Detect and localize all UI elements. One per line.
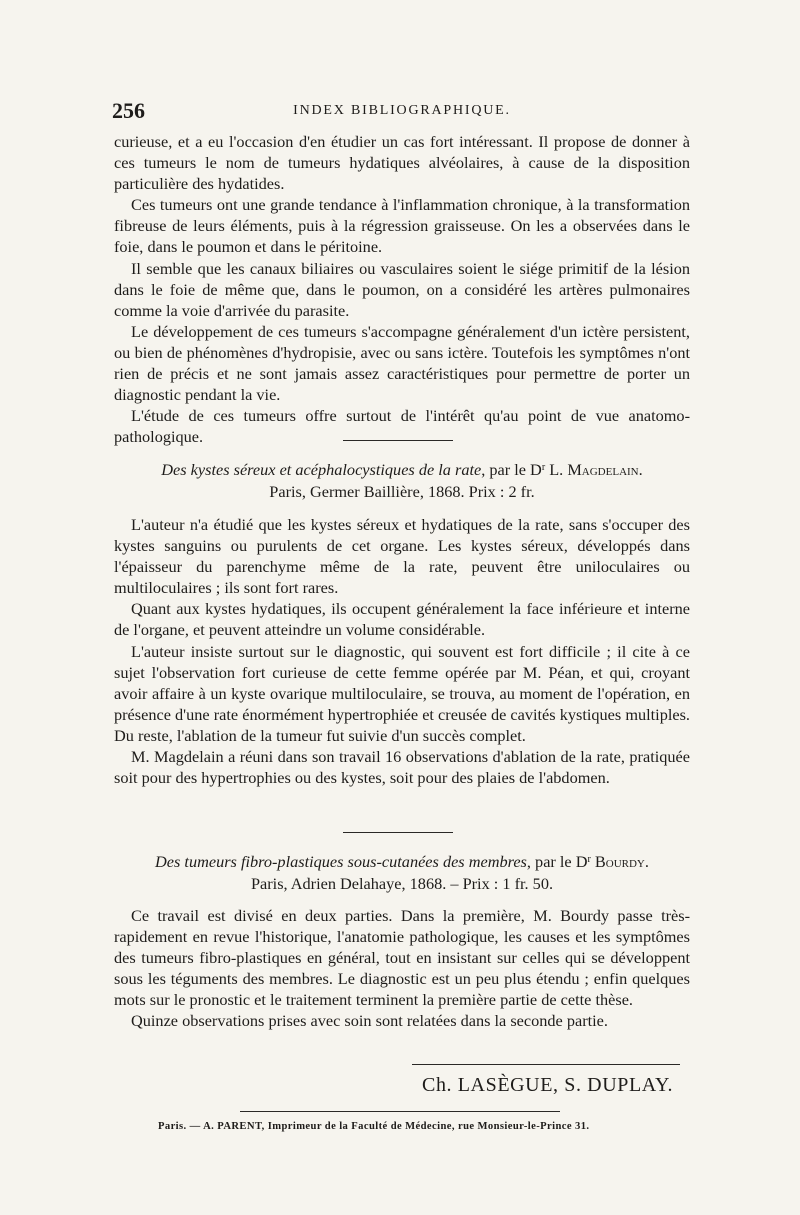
paragraph: Il semble que les canaux biliaires ou vasculaires soient le siége primitif de la lésion dans le foie de même que, dans le poumon, on a considéré les artères pulmonaires comme la voie d'arrivée du parasite.: [114, 258, 690, 320]
paragraph: M. Magdelain a réuni dans son travail 16 observations d'ablation de la rate, pratiquée soit pour des hypertrophies ou des kystes, soit pour des plaies de l'abdomen.: [114, 747, 690, 788]
review1-title: Des kystes séreux et acéphalocystiques de la rate: [161, 460, 482, 479]
paragraph: Quant aux kystes hydatiques, ils occupent généralement la face inférieure et interne de l'organe, et peuvent atteindre un volume considérable.: [114, 599, 690, 640]
review2-publication: Paris, Adrien Delahaye, 1868. – Prix : 1 fr. 50.: [250, 874, 554, 893]
paragraph: Ce travail est divisé en deux parties. Dans la première, M. Bourdy passe très-rapidement en revue l'historique, l'anatomie pathologique, les causes et les symptômes des tumeurs fibro-plastiques en général, tout en insistant sur celles qui se développent sous les téguments des membres. Le diagnostic est un peu plus étendu ; enfin quelques mots sur le pronostic et le traitement terminent la première partie de cette thèse.: [114, 906, 690, 1010]
signature: Ch. LASÈGUE, S. DUPLAY.: [422, 1074, 674, 1096]
section-divider: [343, 832, 453, 833]
review2-by: , par le D: [526, 852, 588, 871]
review2-author: Bourdy.: [594, 852, 649, 871]
paragraph: curieuse, et a eu l'occasion d'en étudier un cas fort intéressant. Il propose de donner à ces tumeurs le nom de tumeurs hydatiques alvéolaires, à cause de la disposition particulière des hydatides.: [114, 132, 690, 194]
review2-body: [114, 905, 690, 1032]
running-title: INDEX BIBLIOGRAPHIQUE.: [293, 103, 511, 118]
section-divider: [343, 440, 453, 441]
imprint-rule: [240, 1111, 560, 1112]
page-header: [112, 98, 692, 124]
paragraph: Ces tumeurs ont une grande tendance à l'inflammation chronique, à la transformation fibreuse de leurs éléments, puis à la régression graisseuse. On les a observées dans le foie, dans le poumon et dans le péritoine.: [114, 195, 690, 257]
section1-body: [114, 131, 690, 447]
paragraph: Le développement de ces tumeurs s'accompagne généralement d'un ictère persistent, ou bien de phénomènes d'hydropisie, avec ou sans ictère. Toutefois les symptômes n'ont rien de précis et ne sont jamais assez caractéristiques pour permettre de porter un diagnostic pendant la vie.: [114, 321, 690, 405]
paragraph: L'auteur n'a étudié que les kystes séreux et hydatiques de la rate, sans s'occuper des kystes sanguins ou purulents de cet organe. Les kystes séreux, développés dans l'épaisseur du parenchyme même de la rate, peuvent être uniloculaires ou multiloculaires ; ils sont fort rares.: [114, 515, 690, 598]
review1-citation: [114, 459, 690, 481]
signature-rule: [412, 1064, 680, 1065]
paragraph: L'étude de ces tumeurs offre surtout de l'intérêt qu'au point de vue anatomo-pathologique.: [114, 406, 690, 447]
review2-dr-sup: r: [587, 854, 591, 865]
review1-by: , par le D: [481, 460, 542, 479]
paragraph: Quinze observations prises avec soin sont relatées dans la seconde partie.: [131, 1011, 608, 1031]
page-number: 256: [112, 98, 145, 123]
review1-publication: Paris, Germer Baillière, 1868. Prix : 2 fr.: [269, 482, 535, 501]
printer-imprint: Paris. — A. PARENT, Imprimeur de la Faculté de Médecine, rue Monsieur-le-Prince 31.: [158, 1121, 590, 1132]
review1-dr-sup: r: [541, 462, 546, 473]
review1-body: [114, 514, 690, 788]
paragraph: L'auteur insiste surtout sur le diagnostic, qui souvent est fort difficile ; il cite à ce sujet l'observation fort curieuse de cette femme opérée par M. Péan, et qui, croyant avoir affaire à un kyste ovarique multiloculaire, se trouva, au moment de l'opération, en présence d'une rate énormément hypertrophiée et creusée de cavités kystiques multiples. Du reste, l'ablation de la tumeur fut suivie d'un succès complet.: [114, 641, 690, 745]
review1-author: L. Magdelain.: [549, 460, 643, 479]
review1-reference: [114, 459, 690, 503]
review2-citation: [114, 851, 690, 873]
review2-title: Des tumeurs fibro-plastiques sous-cutanées des membres: [155, 852, 527, 871]
review2-reference: [114, 851, 690, 895]
